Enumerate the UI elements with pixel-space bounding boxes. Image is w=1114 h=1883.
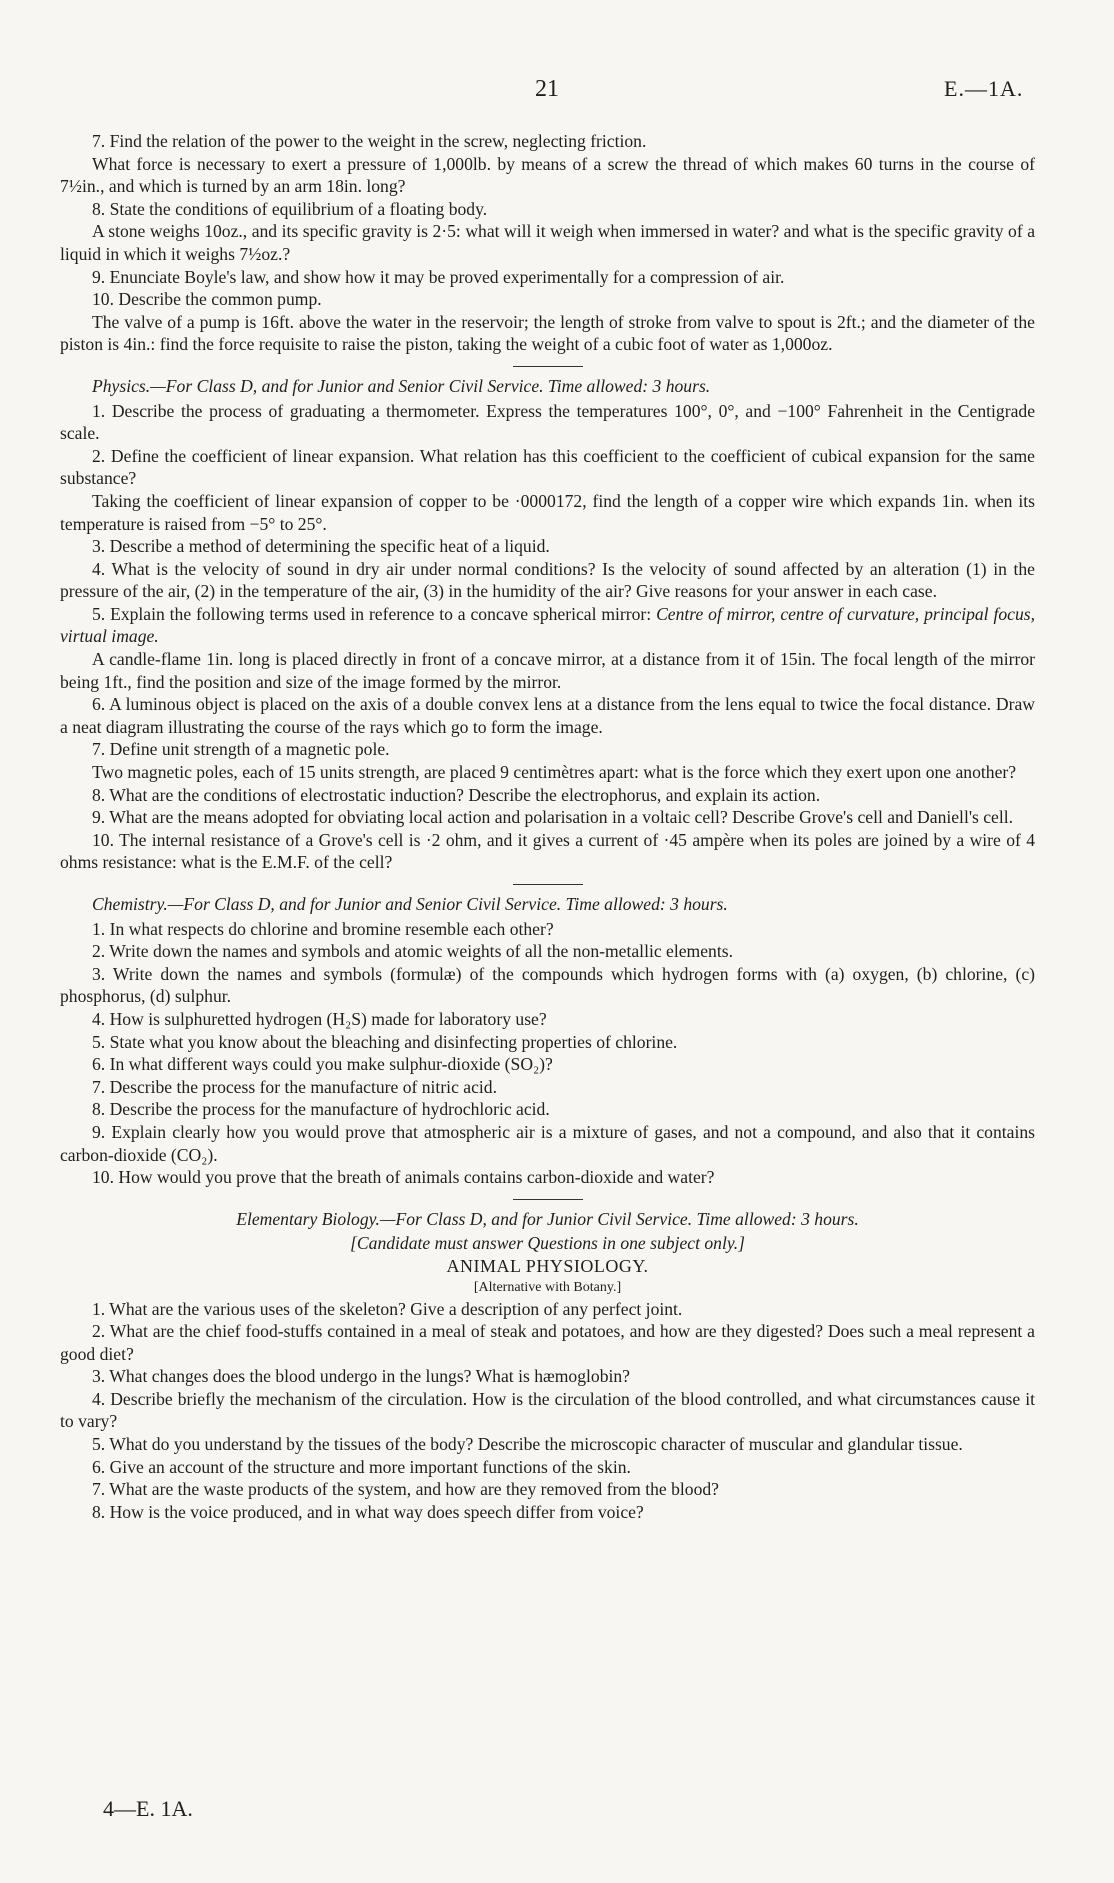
- footer-code: 4—E. 1A.: [103, 1796, 193, 1821]
- biology-q3: 3. What changes does the blood undergo in the lungs? What is hæmoglobin?: [92, 1366, 630, 1387]
- physics-q4: 4. What is the velocity of sound in dry air under normal conditions? Is the velocity of sound affected by an alteration (1) in the pressure of the air, (2) in the temperature of the air, (3) in the humidity of the air? Give reasons for your answer in each case.: [60, 558, 1035, 602]
- physics-q7-part: Two magnetic poles, each of 15 units strength, are placed 9 centimètres apart: what is the force which they exert upon one another?: [92, 762, 1017, 783]
- chemistry-section: [60, 893, 1035, 1189]
- biology-q1: 1. What are the various uses of the skeleton? Give a description of any perfect joint.: [92, 1298, 683, 1319]
- mechanics-q10: 10. Describe the common pump.: [92, 289, 322, 310]
- biology-q6: 6. Give an account of the structure and more important functions of the skin.: [92, 1456, 631, 1477]
- chemistry-q6: 6. In what different ways could you make sulphur-dioxide (SO₂)?: [92, 1054, 553, 1075]
- biology-note: [Candidate must answer Questions in one subject only.]: [350, 1233, 745, 1254]
- chemistry-heading: Chemistry.—For Class D, and for Junior and Senior Civil Service. Time allowed: 3 hours.: [92, 894, 728, 914]
- chemistry-q9: 9. Explain clearly how you would prove that atmospheric air is a mixture of gases, and not a compound, and also that it contains carbon-dioxide (CO₂).: [60, 1121, 1035, 1165]
- chemistry-q4: 4. How is sulphuretted hydrogen (H₂S) made for laboratory use?: [92, 1008, 547, 1029]
- mechanics-q8-part: A stone weighs 10oz., and its specific gravity is 2·5: what will it weigh when immersed in water? and what is the specific gravity of a liquid in which it weighs 7½oz.?: [60, 221, 1035, 264]
- chemistry-q3: 3. Write down the names and symbols (formulæ) of the compounds which hydrogen forms with (a) oxygen, (b) chlorine, (c) phosphorus, (d) sulphur.: [60, 963, 1035, 1007]
- mechanics-q7-part: What force is necessary to exert a pressure of 1,000lb. by means of a screw the thread of which makes 60 turns in the course of 7½in., and which is turned by an arm 18in. long?: [60, 153, 1035, 197]
- mechanics-q9: 9. Enunciate Boyle's law, and show how it may be proved experimentally for a compression of air.: [92, 266, 785, 287]
- biology-q7: 7. What are the waste products of the system, and how are they removed from the blood?: [92, 1479, 719, 1500]
- mechanics-q7: 7. Find the relation of the power to the weight in the screw, neglecting friction.: [92, 131, 647, 151]
- chemistry-q8: 8. Describe the process for the manufacture of hydrochloric acid.: [92, 1099, 550, 1120]
- physics-q3: 3. Describe a method of determining the specific heat of a liquid.: [92, 536, 550, 557]
- physics-q9: 9. What are the means adopted for obviating local action and polarisation in a voltaic cell? Describe Grove's cell and Daniell's cell.: [92, 807, 1014, 828]
- biology-q2: 2. What are the chief food-stuffs contained in a meal of steak and potatoes, and how are they digested? Does such a meal represent a good diet?: [60, 1321, 1035, 1364]
- biology-heading: Elementary Biology.—For Class D, and for Junior Civil Service. Time allowed: 3 hours.: [236, 1208, 859, 1229]
- chemistry-q2: 2. Write down the names and symbols and atomic weights of all the non-metallic elements.: [92, 941, 733, 962]
- biology-alternative: [Alternative with Botany.]: [473, 1279, 622, 1295]
- mechanics-section: [60, 130, 1035, 356]
- section-divider: [513, 1199, 583, 1200]
- biology-q5: 5. What do you understand by the tissues of the body? Describe the microscopic character of muscular and glandular tissue.: [92, 1434, 963, 1455]
- physics-q5-terms: Centre of mirror, centre of curvature, principal focus, virtual image.: [60, 603, 1035, 647]
- page-number: 21: [535, 76, 559, 102]
- physics-q7: 7. Define unit strength of a magnetic pole.: [92, 739, 390, 760]
- chemistry-q10: 10. How would you prove that the breath of animals contains carbon-dioxide and water?: [92, 1167, 715, 1188]
- physics-q2-part: Taking the coefficient of linear expansion of copper to be ·0000172, find the length of a copper wire which expands 1in. when its temperature is raised from −5° to 25°.: [60, 490, 1035, 534]
- biology-q4: 4. Describe briefly the mechanism of the circulation. How is the circulation of the blood controlled, and what circumstances cause it to vary?: [60, 1388, 1035, 1432]
- chemistry-q5: 5. State what you know about the bleaching and disinfecting properties of chlorine.: [92, 1031, 678, 1052]
- section-divider: [513, 884, 583, 885]
- mechanics-q8: 8. State the conditions of equilibrium of a floating body.: [92, 198, 488, 219]
- physics-q5-text: 5. Explain the following terms used in reference to a concave spherical mirror:: [92, 603, 652, 624]
- biology-subject: ANIMAL PHYSIOLOGY.: [446, 1255, 649, 1276]
- biology-section: [60, 1208, 1035, 1524]
- chemistry-q1: 1. In what respects do chlorine and bromine resemble each other?: [92, 918, 554, 939]
- physics-q1: 1. Describe the process of graduating a thermometer. Express the temperatures 100°, 0°, and −100° Fahrenheit in the Centigrade scale.: [60, 400, 1035, 444]
- physics-q5-part: A candle-flame 1in. long is placed directly in front of a concave mirror, at a distance from it of 15in. The focal length of the mirror being 1ft., find the position and size of the image formed by the mirror.: [60, 649, 1035, 692]
- chemistry-q7: 7. Describe the process for the manufacture of nitric acid.: [92, 1076, 497, 1097]
- physics-section: [60, 375, 1035, 874]
- biology-q8: 8. How is the voice produced, and in what way does speech differ from voice?: [92, 1501, 644, 1522]
- physics-q2: 2. Define the coefficient of linear expansion. What relation has this coefficient to the coefficient of cubical expansion for the same substance?: [60, 445, 1035, 489]
- physics-q6: 6. A luminous object is placed on the axis of a double convex lens at a distance from the lens equal to twice the focal distance. Draw a neat diagram illustrating the course of the rays which go to form the image.: [60, 694, 1035, 737]
- physics-q8: 8. What are the conditions of electrostatic induction? Describe the electrophorus, and explain its action.: [92, 784, 821, 805]
- document-code: E.—1A.: [944, 76, 1024, 101]
- mechanics-q10-part: The valve of a pump is 16ft. above the water in the reservoir; the length of stroke from valve to spout is 2ft.; and the diameter of the piston is 4in.: find the force requisite to raise the piston, taking the weight of a cubic foot of water as 1,000oz.: [60, 311, 1035, 355]
- physics-heading: Physics.—For Class D, and for Junior and Senior Civil Service. Time allowed: 3 hours.: [92, 375, 711, 396]
- page-body: [60, 130, 1035, 1523]
- section-divider: [513, 366, 583, 367]
- physics-q10: 10. The internal resistance of a Grove's cell is ·2 ohm, and it gives a current of ·45 ampère when its poles are joined by a wire of 4 ohms resistance: what is the E.M.F. of the cell?: [60, 829, 1035, 873]
- physics-q5: [60, 603, 1035, 648]
